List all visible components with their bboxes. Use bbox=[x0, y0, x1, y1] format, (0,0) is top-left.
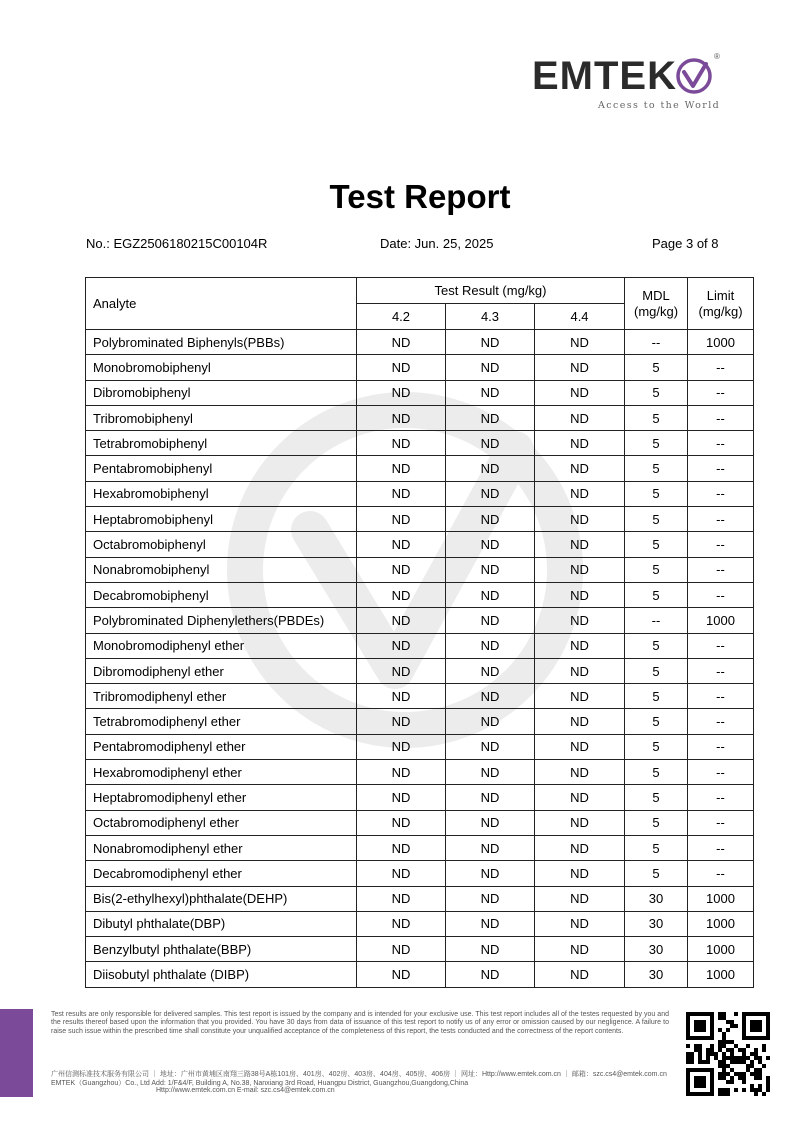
result-cell: ND bbox=[357, 861, 446, 886]
result-cell: ND bbox=[357, 582, 446, 607]
mdl-cell: 5 bbox=[625, 709, 688, 734]
result-cell: ND bbox=[446, 330, 535, 355]
analyte-cell: Monobromodiphenyl ether bbox=[86, 633, 357, 658]
result-cell: ND bbox=[357, 557, 446, 582]
analyte-cell: Bis(2-ethylhexyl)phthalate(DEHP) bbox=[86, 886, 357, 911]
result-cell: ND bbox=[446, 658, 535, 683]
table-row bbox=[86, 355, 754, 380]
analyte-header: Analyte bbox=[86, 278, 357, 330]
mdl-cell: 5 bbox=[625, 431, 688, 456]
result-cell: ND bbox=[446, 456, 535, 481]
result-cell: ND bbox=[446, 760, 535, 785]
table-row bbox=[86, 962, 754, 987]
limit-cell: -- bbox=[688, 861, 754, 886]
result-cell: ND bbox=[357, 684, 446, 709]
mdl-cell: 30 bbox=[625, 937, 688, 962]
result-cell: ND bbox=[535, 886, 625, 911]
result-cell: ND bbox=[535, 431, 625, 456]
result-cell: ND bbox=[446, 835, 535, 860]
limit-cell: -- bbox=[688, 507, 754, 532]
limit-cell: -- bbox=[688, 658, 754, 683]
result-cell: ND bbox=[535, 760, 625, 785]
result-cell: ND bbox=[446, 684, 535, 709]
limit-cell: -- bbox=[688, 835, 754, 860]
mdl-cell: 5 bbox=[625, 760, 688, 785]
limit-header: Limit (mg/kg) bbox=[688, 278, 754, 330]
mdl-cell: -- bbox=[625, 608, 688, 633]
analyte-cell: Decabromodiphenyl ether bbox=[86, 861, 357, 886]
limit-cell: -- bbox=[688, 684, 754, 709]
result-cell: ND bbox=[357, 785, 446, 810]
mdl-header: MDL (mg/kg) bbox=[625, 278, 688, 330]
result-cell: ND bbox=[446, 734, 535, 759]
result-cell: ND bbox=[535, 937, 625, 962]
mdl-cell: 5 bbox=[625, 507, 688, 532]
analyte-cell: Dibromobiphenyl bbox=[86, 380, 357, 405]
table-row bbox=[86, 405, 754, 430]
result-cell: ND bbox=[446, 886, 535, 911]
result-cell: ND bbox=[535, 532, 625, 557]
mdl-cell: 5 bbox=[625, 582, 688, 607]
result-cell: ND bbox=[535, 330, 625, 355]
limit-cell: 1000 bbox=[688, 330, 754, 355]
result-cell: ND bbox=[535, 557, 625, 582]
table-row bbox=[86, 507, 754, 532]
table-row bbox=[86, 380, 754, 405]
result-cell: ND bbox=[446, 785, 535, 810]
mdl-cell: 5 bbox=[625, 481, 688, 506]
result-cell: ND bbox=[446, 861, 535, 886]
result-cell: ND bbox=[446, 810, 535, 835]
result-cell: ND bbox=[446, 937, 535, 962]
limit-cell: 1000 bbox=[688, 911, 754, 936]
mdl-cell: 5 bbox=[625, 532, 688, 557]
result-cell: ND bbox=[357, 937, 446, 962]
result-cell: ND bbox=[446, 633, 535, 658]
analyte-cell: Octabromobiphenyl bbox=[86, 532, 357, 557]
analyte-cell: Tribromodiphenyl ether bbox=[86, 684, 357, 709]
table-row bbox=[86, 330, 754, 355]
table-row bbox=[86, 810, 754, 835]
limit-cell: 1000 bbox=[688, 886, 754, 911]
result-cell: ND bbox=[446, 532, 535, 557]
footer-address-en: EMTEK（Guangzhou）Co., Ltd Add: 1/F&4/F, Building A, No.38, Nanxiang 3rd Road, Huangpu District, Guangzhou,Guangdong,China bbox=[51, 1080, 469, 1087]
table-row bbox=[86, 709, 754, 734]
table-row bbox=[86, 582, 754, 607]
analyte-cell: Tetrabromodiphenyl ether bbox=[86, 709, 357, 734]
mdl-cell: 5 bbox=[625, 557, 688, 582]
limit-cell: 1000 bbox=[688, 962, 754, 987]
table-row bbox=[86, 633, 754, 658]
result-cell: ND bbox=[357, 481, 446, 506]
limit-cell: -- bbox=[688, 532, 754, 557]
mdl-cell: 30 bbox=[625, 911, 688, 936]
logo-circle-check-icon bbox=[674, 56, 714, 96]
result-cell: ND bbox=[535, 835, 625, 860]
limit-cell: -- bbox=[688, 405, 754, 430]
result-cell: ND bbox=[446, 431, 535, 456]
result-cell: ND bbox=[357, 886, 446, 911]
table-row bbox=[86, 431, 754, 456]
result-cell: ND bbox=[357, 507, 446, 532]
report-date: Date: Jun. 25, 2025 bbox=[380, 236, 494, 251]
result-cell: ND bbox=[357, 709, 446, 734]
mdl-cell: 5 bbox=[625, 785, 688, 810]
table-row bbox=[86, 658, 754, 683]
result-cell: ND bbox=[535, 785, 625, 810]
result-cell: ND bbox=[357, 633, 446, 658]
mdl-cell: 5 bbox=[625, 658, 688, 683]
limit-cell: -- bbox=[688, 380, 754, 405]
table-row bbox=[86, 557, 754, 582]
sample-header: 4.3 bbox=[446, 304, 535, 330]
result-cell: ND bbox=[357, 810, 446, 835]
analyte-cell: Tribromobiphenyl bbox=[86, 405, 357, 430]
result-cell: ND bbox=[357, 760, 446, 785]
table-row bbox=[86, 886, 754, 911]
result-cell: ND bbox=[535, 962, 625, 987]
table-row bbox=[86, 937, 754, 962]
limit-cell: 1000 bbox=[688, 937, 754, 962]
result-cell: ND bbox=[535, 481, 625, 506]
report-title: Test Report bbox=[329, 178, 511, 215]
analyte-cell: Hexabromobiphenyl bbox=[86, 481, 357, 506]
result-cell: ND bbox=[357, 405, 446, 430]
result-cell: ND bbox=[446, 962, 535, 987]
analyte-cell: Benzylbutyl phthalate(BBP) bbox=[86, 937, 357, 962]
analyte-cell: Nonabromobiphenyl bbox=[86, 557, 357, 582]
mdl-cell: 5 bbox=[625, 861, 688, 886]
result-cell: ND bbox=[535, 861, 625, 886]
result-cell: ND bbox=[357, 835, 446, 860]
report-number: No.: EGZ2506180215C00104R bbox=[86, 236, 268, 251]
result-cell: ND bbox=[535, 608, 625, 633]
limit-cell: -- bbox=[688, 785, 754, 810]
table-row bbox=[86, 911, 754, 936]
limit-cell: -- bbox=[688, 633, 754, 658]
result-cell: ND bbox=[446, 355, 535, 380]
sample-header: 4.4 bbox=[535, 304, 625, 330]
limit-cell: -- bbox=[688, 456, 754, 481]
table-row bbox=[86, 608, 754, 633]
qr-code-icon bbox=[686, 1012, 770, 1096]
table-row bbox=[86, 861, 754, 886]
result-cell: ND bbox=[535, 734, 625, 759]
emtek-logo bbox=[528, 52, 728, 118]
mdl-cell: 5 bbox=[625, 633, 688, 658]
analyte-cell: Octabromodiphenyl ether bbox=[86, 810, 357, 835]
result-cell: ND bbox=[446, 608, 535, 633]
table-row bbox=[86, 532, 754, 557]
result-cell: ND bbox=[357, 658, 446, 683]
mdl-cell: 5 bbox=[625, 734, 688, 759]
limit-cell: -- bbox=[688, 355, 754, 380]
analyte-cell: Dibutyl phthalate(DBP) bbox=[86, 911, 357, 936]
limit-cell: -- bbox=[688, 734, 754, 759]
limit-cell: -- bbox=[688, 810, 754, 835]
table-row bbox=[86, 684, 754, 709]
result-cell: ND bbox=[357, 456, 446, 481]
table-row bbox=[86, 456, 754, 481]
limit-cell: -- bbox=[688, 481, 754, 506]
mdl-cell: 30 bbox=[625, 886, 688, 911]
result-cell: ND bbox=[446, 709, 535, 734]
result-cell: ND bbox=[535, 709, 625, 734]
mdl-cell: -- bbox=[625, 330, 688, 355]
result-cell: ND bbox=[357, 330, 446, 355]
limit-cell: 1000 bbox=[688, 608, 754, 633]
result-cell: ND bbox=[535, 658, 625, 683]
limit-cell: -- bbox=[688, 582, 754, 607]
analyte-cell: Decabromobiphenyl bbox=[86, 582, 357, 607]
mdl-cell: 5 bbox=[625, 456, 688, 481]
result-cell: ND bbox=[446, 582, 535, 607]
limit-cell: -- bbox=[688, 709, 754, 734]
mdl-cell: 30 bbox=[625, 962, 688, 987]
result-cell: ND bbox=[357, 380, 446, 405]
analyte-cell: Diisobutyl phthalate (DIBP) bbox=[86, 962, 357, 987]
mdl-cell: 5 bbox=[625, 355, 688, 380]
result-cell: ND bbox=[357, 431, 446, 456]
mdl-cell: 5 bbox=[625, 684, 688, 709]
result-cell: ND bbox=[535, 911, 625, 936]
limit-cell: -- bbox=[688, 431, 754, 456]
mdl-cell: 5 bbox=[625, 810, 688, 835]
logo-tagline: Access to the World bbox=[598, 100, 721, 111]
result-cell: ND bbox=[357, 355, 446, 380]
result-cell: ND bbox=[446, 405, 535, 430]
result-cell: ND bbox=[535, 380, 625, 405]
result-cell: ND bbox=[357, 962, 446, 987]
analyte-cell: Heptabromobiphenyl bbox=[86, 507, 357, 532]
analyte-cell: Pentabromobiphenyl bbox=[86, 456, 357, 481]
result-cell: ND bbox=[535, 405, 625, 430]
analyte-cell: Heptabromodiphenyl ether bbox=[86, 785, 357, 810]
footer-disclaimer: Test results are only responsible for delivered samples. This test report is issued by the company and is intended for your exclusive use. This test report includes all of the testes requested by you and the results thereof based upon the information that you provided. You have 30 days from data of issuance of this test report to notify us of any error or omission caused by our negligence. A failure to raise such issue within the prescribed time shall constitute your unqualified acceptance of the completeness of this report, the tests conducted and the correctness of the report contents. bbox=[51, 1011, 669, 1035]
header-row bbox=[86, 278, 754, 304]
result-cell: ND bbox=[446, 557, 535, 582]
result-cell: ND bbox=[357, 608, 446, 633]
result-cell: ND bbox=[446, 481, 535, 506]
result-cell: ND bbox=[446, 507, 535, 532]
footer-web-email: Http://www.emtek.com.cn E-mail: szc.cs4@emtek.com.cn bbox=[156, 1087, 335, 1094]
table-row bbox=[86, 481, 754, 506]
table-row bbox=[86, 734, 754, 759]
test-results-table bbox=[85, 277, 754, 988]
result-cell: ND bbox=[357, 532, 446, 557]
result-cell: ND bbox=[535, 456, 625, 481]
mdl-cell: 5 bbox=[625, 380, 688, 405]
result-cell: ND bbox=[446, 911, 535, 936]
analyte-cell: Polybrominated Biphenyls(PBBs) bbox=[86, 330, 357, 355]
analyte-cell: Pentabromodiphenyl ether bbox=[86, 734, 357, 759]
analyte-cell: Monobromobiphenyl bbox=[86, 355, 357, 380]
page-number: Page 3 of 8 bbox=[652, 236, 719, 251]
table-row bbox=[86, 760, 754, 785]
sample-header: 4.2 bbox=[357, 304, 446, 330]
table-row bbox=[86, 835, 754, 860]
analyte-cell: Polybrominated Diphenylethers(PBDEs) bbox=[86, 608, 357, 633]
registered-mark: ® bbox=[714, 52, 720, 61]
table-row bbox=[86, 785, 754, 810]
test-result-header: Test Result (mg/kg) bbox=[357, 278, 625, 304]
result-cell: ND bbox=[535, 810, 625, 835]
analyte-cell: Hexabromodiphenyl ether bbox=[86, 760, 357, 785]
result-cell: ND bbox=[535, 582, 625, 607]
result-cell: ND bbox=[357, 734, 446, 759]
limit-cell: -- bbox=[688, 557, 754, 582]
result-cell: ND bbox=[535, 507, 625, 532]
footer-address-cn: 广州信测标准技术服务有限公司 ｜ 地址：广州市黄埔区南翔三路38号A栋101房、401房、402房、403房、404房、405房、406房 ｜ 网址：Http://www.emtek.com.cn ｜ 邮箱：szc.cs4@emtek.com.cn bbox=[51, 1071, 667, 1078]
analyte-cell: Dibromodiphenyl ether bbox=[86, 658, 357, 683]
mdl-cell: 5 bbox=[625, 405, 688, 430]
analyte-cell: Tetrabromobiphenyl bbox=[86, 431, 357, 456]
result-cell: ND bbox=[535, 355, 625, 380]
mdl-cell: 5 bbox=[625, 835, 688, 860]
result-cell: ND bbox=[357, 911, 446, 936]
logo-wordmark: EMTEK bbox=[532, 54, 677, 98]
result-cell: ND bbox=[535, 684, 625, 709]
result-cell: ND bbox=[535, 633, 625, 658]
result-cell: ND bbox=[446, 380, 535, 405]
footer-accent-bar bbox=[0, 1009, 33, 1097]
limit-cell: -- bbox=[688, 760, 754, 785]
analyte-cell: Nonabromodiphenyl ether bbox=[86, 835, 357, 860]
